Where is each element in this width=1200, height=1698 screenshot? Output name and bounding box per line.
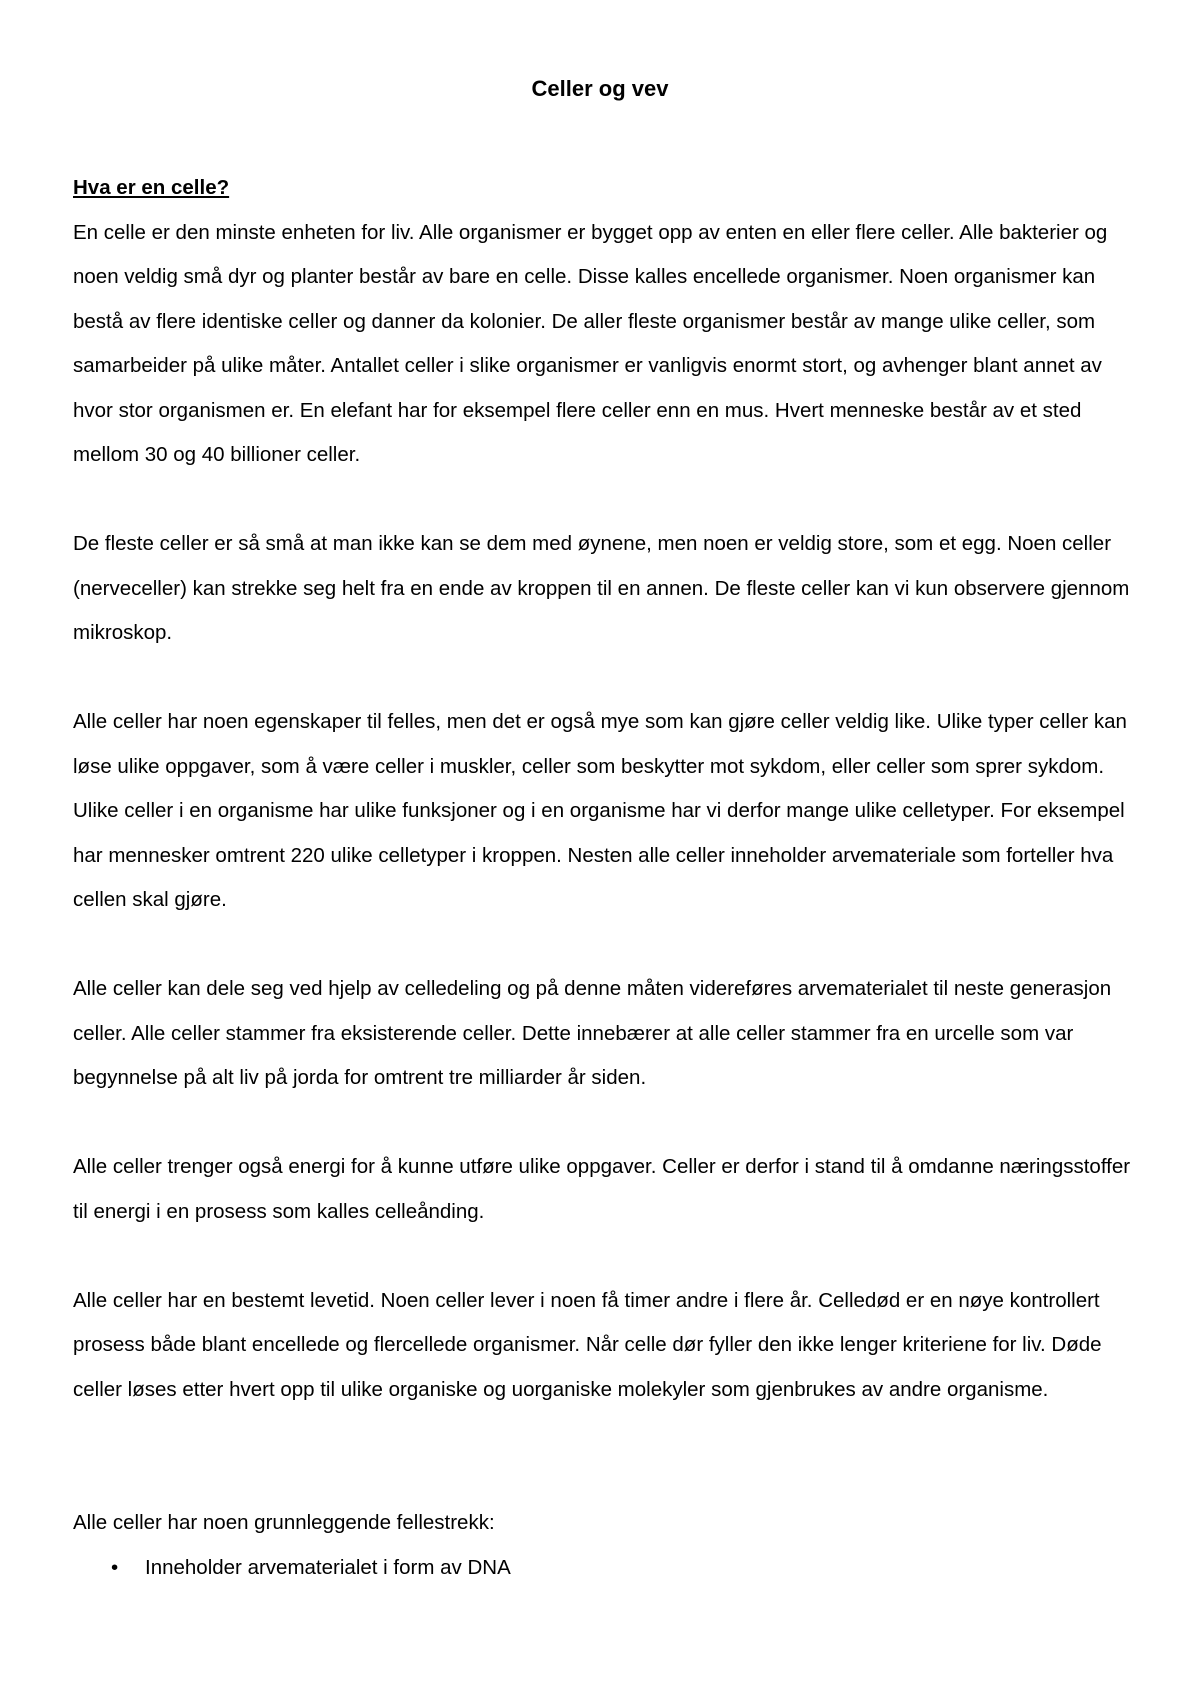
paragraph-2: De fleste celler er så små at man ikke kan se dem med øynene, men noen er veldig store, som et egg. Noen celler (nerveceller) kan strekke seg helt fra en ende av kroppen til en annen. De fleste celler kan vi kun observere gjennom mikroskop. bbox=[73, 532, 1130, 644]
paragraph-5: Alle celler trenger også energi for å kunne utføre ulike oppgaver. Celler er derfor i stand til å omdanne næringsstoffer til energi i en prosess som kalles celleånding. bbox=[73, 1155, 1131, 1223]
section-heading: Hva er en celle? bbox=[73, 176, 230, 199]
paragraph-6: Alle celler har en bestemt levetid. Noen celler lever i noen få timer andre i flere år. Celledød er en nøye kontrollert prosess både blant encellede og flercellede organismer. Når celle dør fyller den ikke lenger kriteriene for liv. Døde celler løses etter hvert opp til ulike organiske og uorganiske molekyler som gjenbrukes av andre organisme. bbox=[73, 1288, 1102, 1401]
list-item-text: Inneholder arvematerialet i form av DNA bbox=[145, 1555, 511, 1579]
paragraph-3: Alle celler har noen egenskaper til felles, men det er også mye som kan gjøre celler veldig like. Ulike typer celler kan løse ulike oppgaver, som å være celler i muskler, celler som beskytter mot sykdom, eller celler som sprer sykdom. Ulike celler i en organisme har ulike funksjoner og i en organisme har vi derfor mange ulike celletyper. For eksempel har mennesker omtrent 220 ulike celletyper i kroppen. Nesten alle celler inneholder arvemateriale som forteller hva cellen skal gjøre. bbox=[73, 710, 1127, 911]
list-item bbox=[73, 1546, 1138, 1591]
document-body bbox=[73, 166, 1138, 1590]
document-title: Celler og vev bbox=[531, 76, 669, 101]
paragraph-1: En celle er den minste enheten for liv. Alle organismer er bygget opp av enten en eller flere celler. Alle bakterier og noen veldig små dyr og planter består av bare en celle. Disse kalles encellede organismer. Noen organismer kan bestå av flere identiske celler og danner da kolonier. De aller fleste organismer består av mange ulike celler, som samarbeider på ulike måter. Antallet celler i slike organismer er vanligvis enormt stort, og avhenger blant annet av hvor stor organismen er. En elefant har for eksempel flere celler enn en mus. Hvert menneske består av et sted mellom 30 og 40 billioner celler. bbox=[73, 220, 1108, 466]
blank-line bbox=[73, 1457, 1138, 1502]
list-intro: Alle celler har noen grunnleggende fellestrekk: bbox=[73, 1511, 495, 1534]
paragraph-4: Alle celler kan dele seg ved hjelp av celledeling og på denne måten videreføres arvematerialet til neste generasjon celler. Alle celler stammer fra eksisterende celler. Dette innebærer at alle celler stammer fra en urcelle som var begynnelse på alt liv på jorda for omtrent tre milliarder år siden. bbox=[73, 977, 1112, 1089]
bullet-icon: • bbox=[111, 1555, 119, 1579]
features-list bbox=[73, 1546, 1138, 1591]
